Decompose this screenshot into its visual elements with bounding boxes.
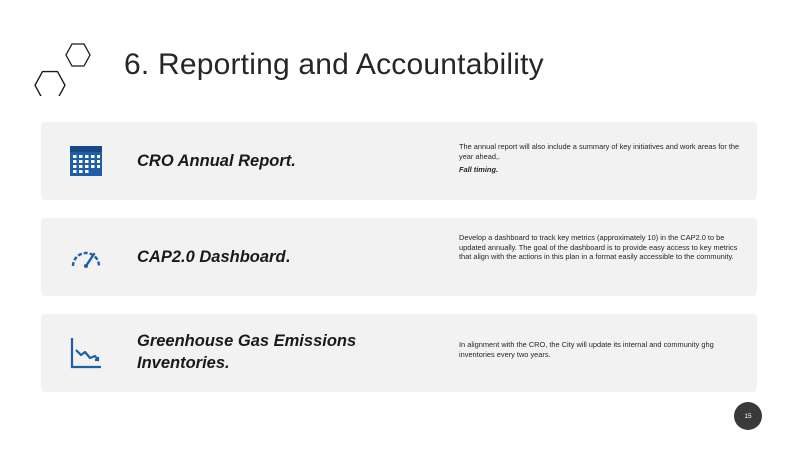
card-description [459, 142, 741, 175]
card-heading-main: CAP2.0 Dashboard [137, 248, 286, 266]
card-cap-dashboard [41, 218, 757, 296]
card-description: In alignment with the CRO, the City will update its internal and community ghg inventories every two years. [459, 340, 714, 359]
calendar-icon [69, 144, 103, 178]
card-cro-annual-report [41, 122, 757, 200]
page-number-badge: 15 [734, 402, 762, 430]
card-heading: CRO Annual Report. [137, 152, 296, 170]
card-heading [137, 246, 407, 268]
card-heading: Greenhouse Gas Emissions Inventories. [137, 332, 357, 372]
declining-chart-icon [69, 336, 103, 370]
gauge-icon [69, 240, 103, 274]
card-ghg-inventories [41, 314, 757, 392]
hexagon-decoration-icon [28, 40, 108, 96]
card-heading-end: . [285, 248, 291, 266]
card-description: Develop a dashboard to track key metrics (approximately 10) in the CAP2.0 to be updated annually. The goal of the dashboard is to provide easy access to key metrics that align with the actions in this plan in a format easily accessible to the community. [459, 233, 738, 262]
card-note: Fall timing. [459, 165, 499, 175]
page-title: 6. Reporting and Accountability [124, 48, 544, 81]
card-description-text: The annual report will also include a summary of key initiatives and work areas for the year ahead,. [459, 142, 740, 161]
